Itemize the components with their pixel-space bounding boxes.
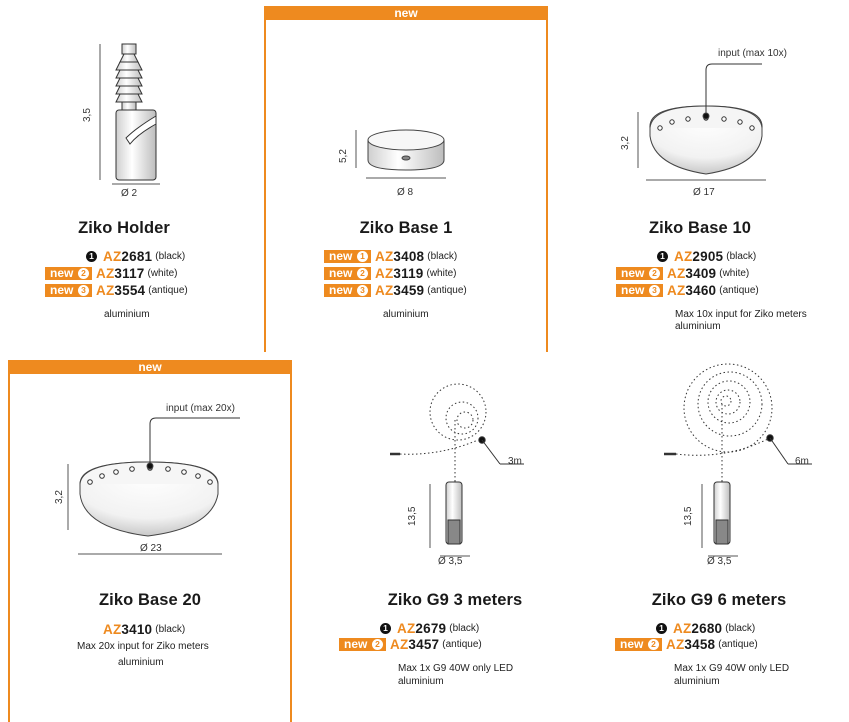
code-prefix: AZ (673, 621, 692, 636)
product-code: 2681 (121, 249, 153, 264)
variant-row (380, 621, 479, 636)
product-code: 3119 (393, 266, 424, 281)
product-title: Ziko Base 1 (359, 219, 453, 237)
new-label: new (329, 283, 353, 297)
height-dimension: 5,2 (338, 149, 349, 163)
cable-length-label: 6m (795, 456, 809, 467)
material-note: aluminium (383, 309, 429, 320)
variant-number: 3 (78, 285, 89, 296)
product-code: 3457 (408, 637, 440, 652)
diameter-dimension: Ø 8 (397, 187, 414, 198)
color-variant: (white) (719, 268, 750, 279)
code-prefix: AZ (397, 621, 416, 636)
code-prefix: AZ (375, 249, 394, 264)
height-dimension: 3,2 (54, 490, 65, 504)
variant-row (103, 622, 185, 637)
new-badge (45, 284, 92, 297)
product-code: 3554 (114, 283, 146, 298)
variant-row (339, 637, 482, 652)
variant-row (324, 266, 457, 281)
material-note: aluminium (675, 321, 721, 332)
color-variant: (white) (147, 268, 178, 279)
product-title: Ziko Base 10 (648, 219, 752, 237)
variant-number: 1 (380, 623, 391, 634)
new-banner: new (8, 360, 292, 374)
variant-number: 2 (357, 268, 368, 279)
new-label: new (621, 266, 645, 280)
variant-row (324, 283, 467, 298)
color-variant: (black) (449, 623, 480, 634)
product-code: 3458 (684, 637, 716, 652)
code-prefix: AZ (390, 637, 409, 652)
new-badge (324, 267, 371, 280)
variant-number: 1 (86, 251, 97, 262)
new-label: new (620, 637, 644, 651)
description-line: Max 1x G9 40W only LED (674, 663, 790, 674)
product-title: Ziko G9 6 meters (651, 591, 787, 609)
product-code: 3460 (685, 283, 717, 298)
variant-row (45, 266, 178, 281)
code-prefix: AZ (375, 266, 394, 281)
variant-row (324, 249, 457, 264)
height-dimension: 3,2 (620, 136, 631, 150)
product-code: 3409 (685, 266, 717, 281)
code-prefix: AZ (96, 266, 115, 281)
variant-number: 2 (78, 268, 89, 279)
product-code: 3408 (393, 249, 425, 264)
variant-number: 2 (649, 268, 660, 279)
product-title: Ziko Holder (78, 219, 170, 237)
material-note: aluminium (674, 676, 720, 687)
new-label: new (50, 266, 74, 280)
new-badge (616, 267, 663, 280)
color-variant: (antique) (442, 639, 482, 650)
code-prefix: AZ (674, 249, 693, 264)
code-prefix: AZ (666, 637, 685, 652)
variant-number: 1 (357, 251, 368, 262)
variant-row (45, 283, 188, 298)
code-prefix: AZ (103, 622, 122, 637)
variant-number: 3 (357, 285, 368, 296)
color-variant: (black) (155, 624, 186, 635)
description-line: Max 10x input for Ziko meters (675, 309, 807, 320)
diameter-dimension: Ø 17 (693, 187, 715, 198)
variant-row (615, 637, 758, 652)
ziko-base-1-drawing (356, 130, 446, 178)
new-badge (615, 638, 662, 651)
new-badge (45, 267, 92, 280)
input-label: input (max 20x) (166, 403, 235, 414)
code-prefix: AZ (103, 249, 122, 264)
description-line: Max 20x input for Ziko meters (77, 641, 209, 652)
input-label: input (max 10x) (718, 48, 787, 59)
cable-length-label: 3m (508, 456, 522, 467)
product-code: 3459 (393, 283, 425, 298)
variant-row (616, 283, 759, 298)
code-prefix: AZ (667, 266, 686, 281)
variant-number: 3 (649, 285, 660, 296)
product-code: 3117 (114, 266, 145, 281)
material-note: aluminium (104, 309, 150, 320)
ziko-base-20-drawing (68, 418, 240, 554)
color-variant: (black) (725, 623, 756, 634)
diameter-dimension: Ø 3,5 (707, 556, 732, 567)
code-prefix: AZ (667, 283, 686, 298)
ziko-holder-drawing (100, 44, 160, 184)
height-dimension: 3,5 (82, 108, 93, 122)
variant-number: 1 (657, 251, 668, 262)
new-label: new (329, 249, 353, 263)
new-label: new (621, 283, 645, 297)
variant-row (656, 621, 755, 636)
material-note: aluminium (118, 657, 164, 668)
height-dimension: 13,5 (407, 506, 418, 526)
color-variant: (black) (427, 251, 458, 262)
new-badge (324, 250, 371, 263)
color-variant: (black) (726, 251, 757, 262)
color-variant: (black) (155, 251, 186, 262)
variant-number: 1 (656, 623, 667, 634)
material-note: aluminium (398, 676, 444, 687)
diameter-dimension: Ø 23 (140, 543, 162, 554)
variant-row (657, 249, 756, 264)
variant-number: 2 (648, 639, 659, 650)
new-badge (339, 638, 386, 651)
color-variant: (antique) (148, 285, 188, 296)
description-line: Max 1x G9 40W only LED (398, 663, 514, 674)
code-prefix: AZ (96, 283, 115, 298)
diameter-dimension: Ø 2 (121, 188, 138, 199)
product-code: 2905 (692, 249, 724, 264)
ziko-g9-6m-drawing (664, 364, 812, 556)
new-label: new (50, 283, 74, 297)
diameter-dimension: Ø 3,5 (438, 556, 463, 567)
code-prefix: AZ (375, 283, 394, 298)
product-code: 2680 (691, 621, 723, 636)
ziko-g9-3m-drawing (390, 384, 524, 556)
new-badge (324, 284, 371, 297)
new-banner: new (264, 6, 548, 20)
new-badge (616, 284, 663, 297)
product-title: Ziko G9 3 meters (387, 591, 523, 609)
color-variant: (antique) (718, 639, 758, 650)
color-variant: (antique) (719, 285, 759, 296)
color-variant: (antique) (427, 285, 467, 296)
height-dimension: 13,5 (683, 506, 694, 526)
product-code: 2679 (415, 621, 447, 636)
new-label: new (344, 637, 368, 651)
ziko-base-10-drawing (638, 64, 766, 180)
product-code: 3410 (121, 622, 153, 637)
new-label: new (329, 266, 353, 280)
variant-row (616, 266, 749, 281)
variant-number: 2 (372, 639, 383, 650)
variant-row (86, 249, 185, 264)
product-title: Ziko Base 20 (98, 591, 202, 609)
color-variant: (white) (426, 268, 457, 279)
